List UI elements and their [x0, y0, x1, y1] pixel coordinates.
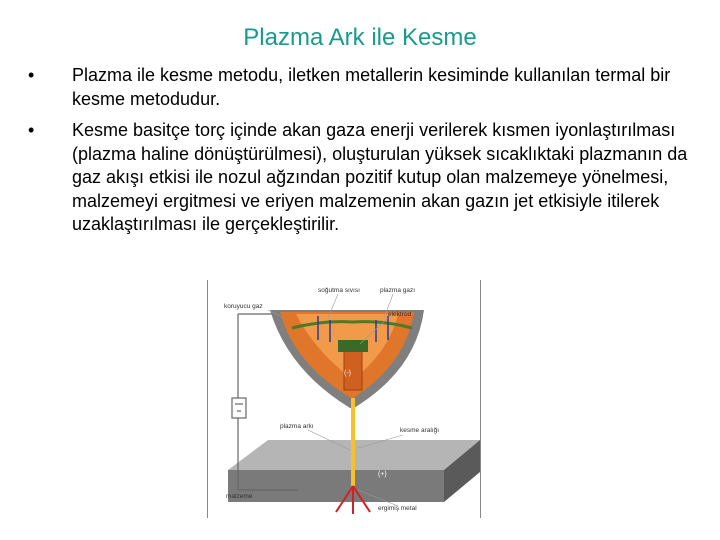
bullet-text: Kesme basitçe torç içinde akan gaza enerji verilerek kısmen iyonlaştırılması (plazma haline dönüştürülmesi), oluşturulan yüksek sıcaklıktaki plazmanın da gaz akışı etkisi ile nozul ağzından pozitif kutup olan malzemeye yönelmesi, malzemeyi ergitmesi ve eriyen malzemenin akan gazın jet etkisiyle itilerek uzaklaştırılması ile gerçekleştirilir. — [72, 120, 688, 234]
label-plasma-arc: plazma arkı — [280, 423, 314, 430]
label-electrode: elektrod — [388, 311, 412, 318]
bullet-text: Plazma ile kesme metodu, iletken metallerin kesiminde kullanılan termal bir kesme metodudur. — [72, 65, 671, 109]
label-minus: (-) — [344, 370, 351, 377]
label-molten-metal: ergimiş metal — [378, 505, 417, 512]
torch-body — [270, 310, 424, 408]
bullet-marker: • — [28, 120, 35, 140]
label-plasma-gas: plazma gazı — [380, 287, 416, 294]
slide-title: Plazma Ark ile Kesme — [243, 24, 477, 51]
bullet-list — [28, 64, 688, 245]
bullet-item — [28, 64, 688, 111]
bullet-item — [28, 119, 688, 237]
plasma-torch-diagram — [207, 280, 481, 518]
label-material: malzeme — [226, 493, 253, 500]
label-kerf: kesme aralığı — [400, 427, 440, 434]
label-shield-gas: koruyucu gaz — [224, 303, 263, 310]
label-plus: (+) — [378, 471, 387, 478]
label-cooling-liquid: soğutma sıvısı — [318, 287, 360, 294]
bullet-marker: • — [28, 65, 35, 85]
